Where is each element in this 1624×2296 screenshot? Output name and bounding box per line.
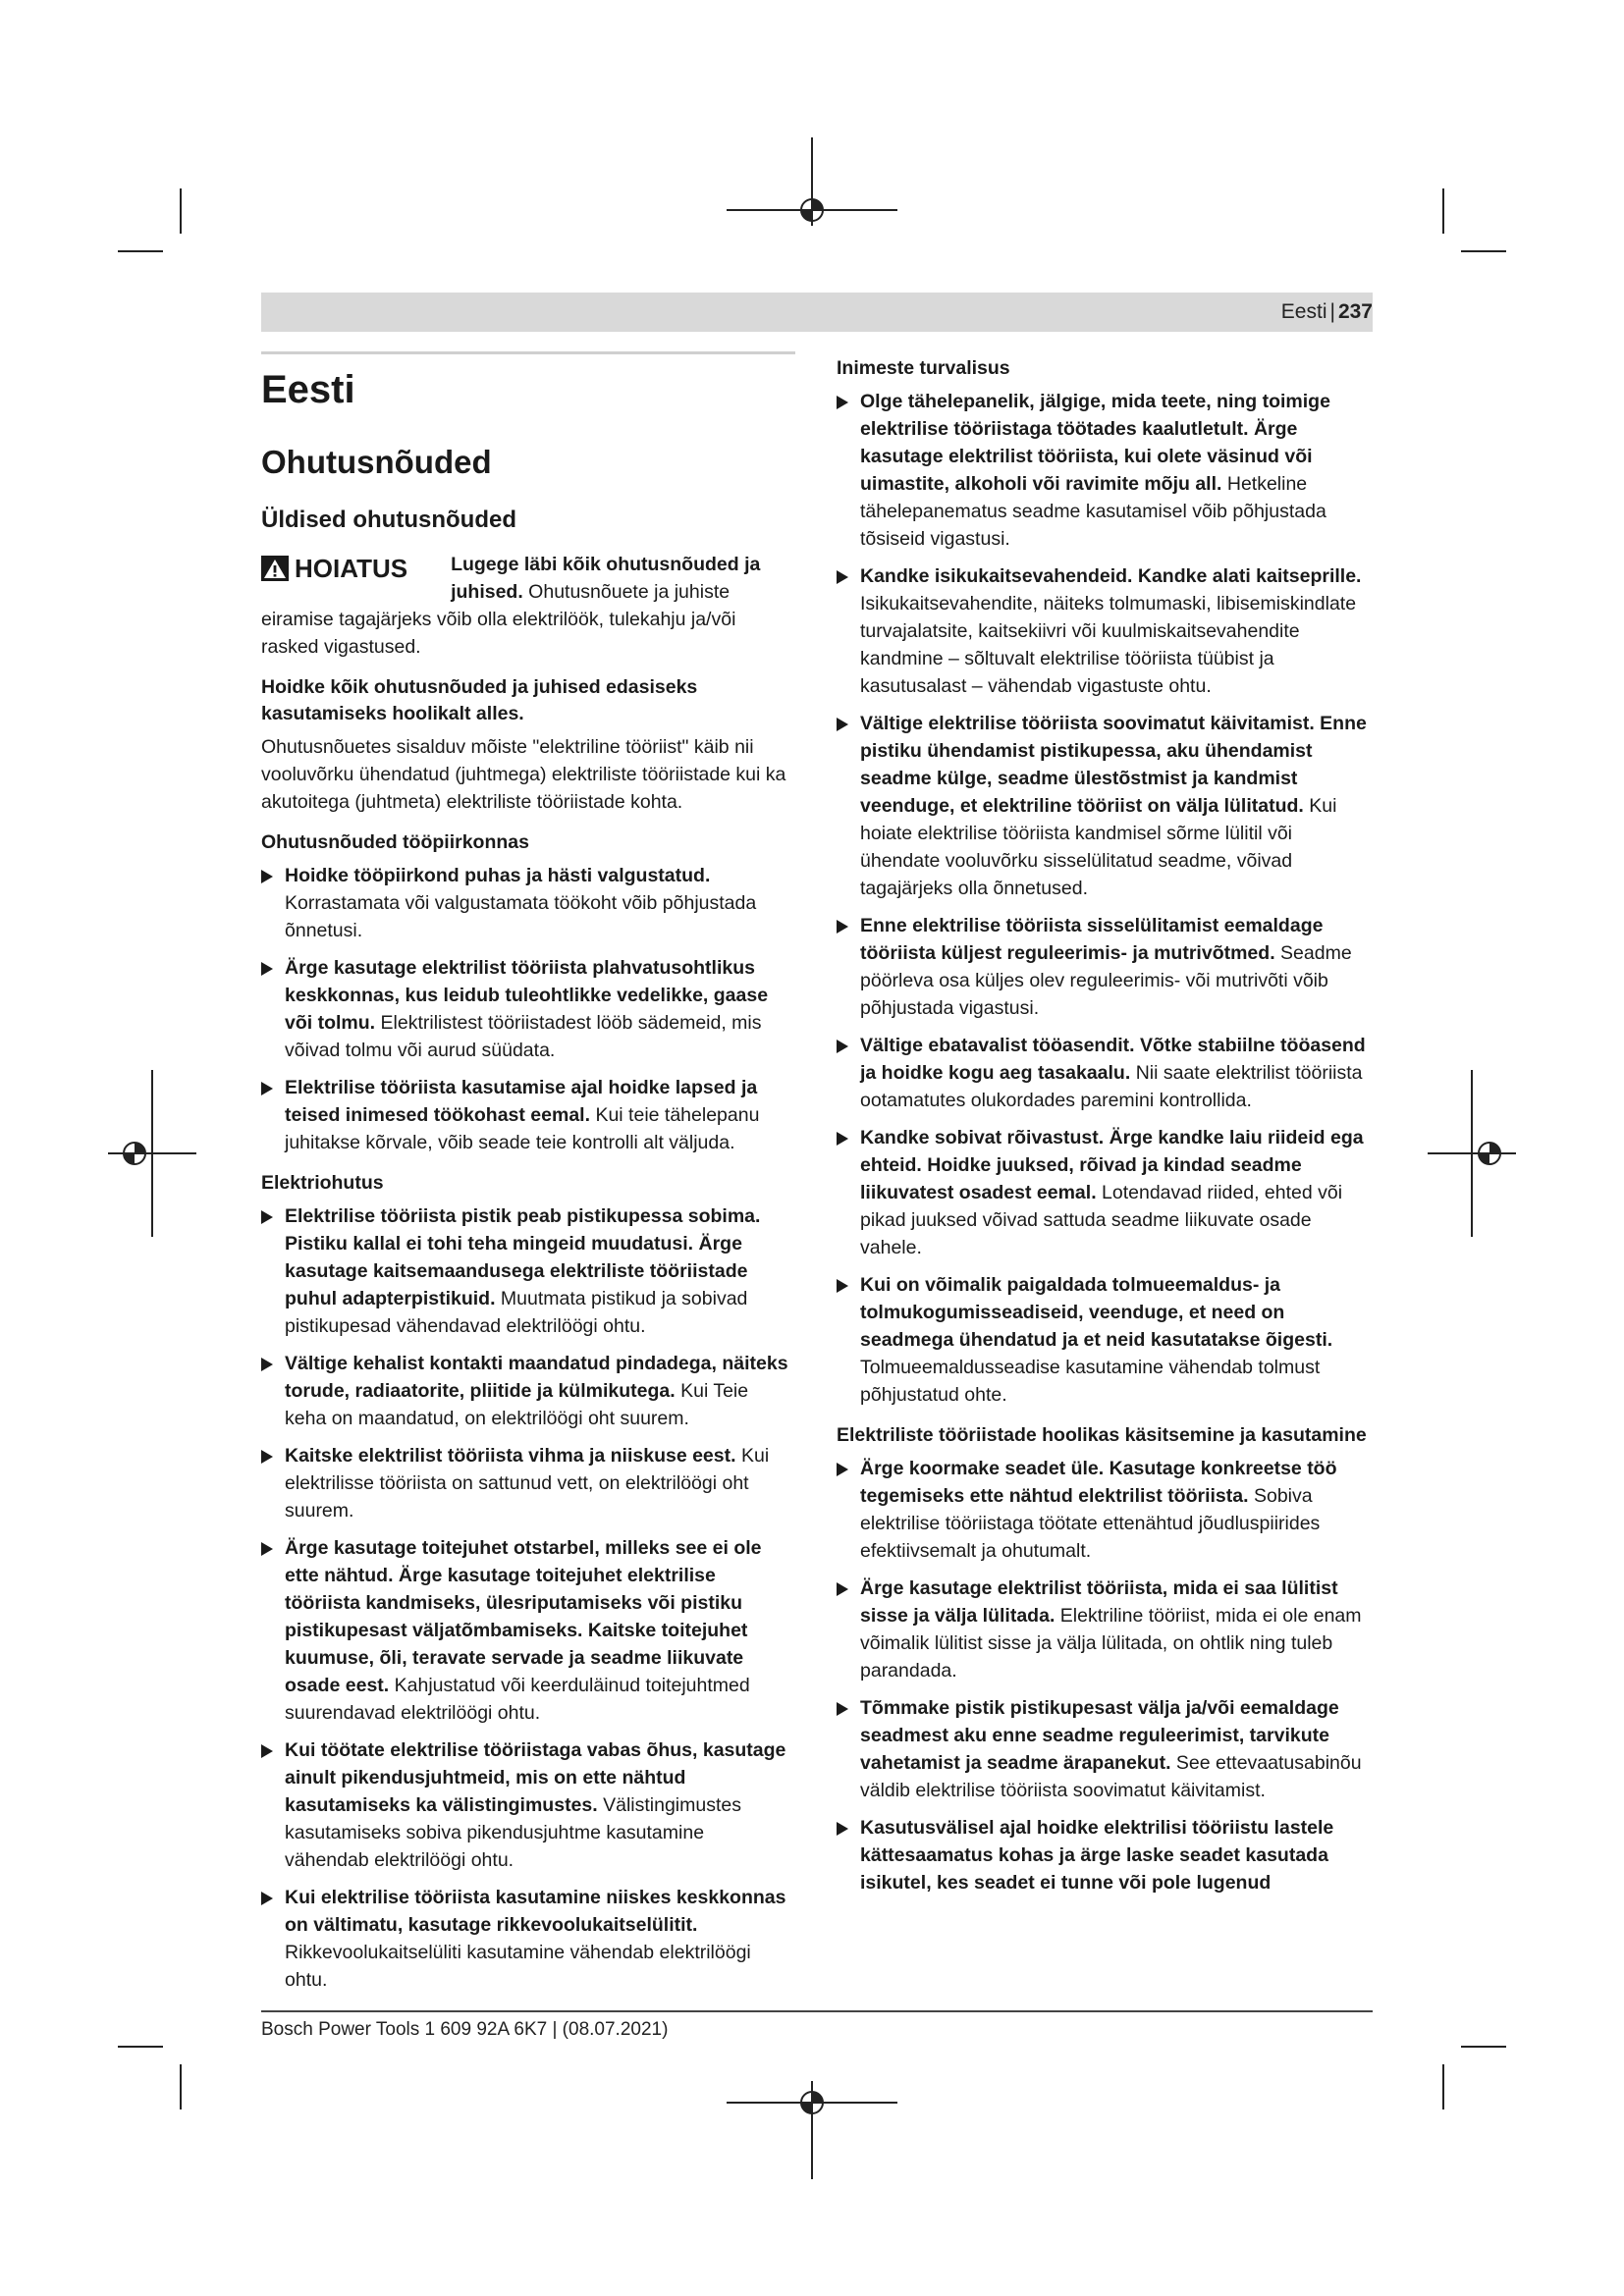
bullet-arrow-icon bbox=[261, 1358, 273, 1371]
crop-mark bbox=[180, 188, 182, 234]
list-item: Kandke sobivat rõivastust. Ärge kandke laiu riideid ega ehteid. Hoidke juuksed, rõivad ja kindad seadme liikuvatest osadest eemal. Lotendavad riided, ehted või pikad juuksed võivad sattuda seadme liikuvate osade vahele. bbox=[837, 1124, 1373, 1261]
bullet-arrow-icon bbox=[261, 870, 273, 883]
list-item: Kui töötate elektrilise tööriistaga vabas õhus, kasutage ainult pikendusjuhtmeid, mis on ette nähtud kasutamiseks ka välistingimustes. Välistingimustes kasutamiseks sobiva pikendusjuhtme kasutamine vähendab elektrilöögi ohtu. bbox=[261, 1736, 791, 1874]
list-item: Enne elektrilise tööriista sisselülitamist eemaldage tööriista küljest reguleerimis- ja mutrivõtmed. Seadme pöörleva osa küljes olev reguleerimis- või mutrivõti võib põhjustada vigastusi. bbox=[837, 912, 1373, 1022]
bullet-arrow-icon bbox=[261, 1542, 273, 1556]
warning-badge bbox=[261, 555, 407, 582]
list-item: Kaitske elektrilist tööriista vihma ja niiskuse eest. Kui elektrilisse tööriista on sattunud vett, on elektrilöögi oht suurem. bbox=[261, 1442, 791, 1524]
crop-mark bbox=[1442, 2064, 1444, 2109]
registration-mark-icon bbox=[727, 2081, 897, 2179]
personal-safety-heading: Inimeste turvalisus bbox=[837, 357, 1010, 379]
bullet-arrow-icon bbox=[261, 1450, 273, 1464]
list-item: Vältige ebatavalist tööasendit. Võtke stabiilne tööasend ja hoidke kogu aeg tasakaalu. Nii saate elektrilist tööriista ootamatutes olukordades paremini kontrollida. bbox=[837, 1032, 1373, 1114]
list-item: Kui elektrilise tööriista kasutamine niiskes keskkonnas on vältimatu, kasutage rikkevoolukaitselülitit. Rikkevoolukaitselüliti kasutamine vähendab elektrilöögi ohtu. bbox=[261, 1884, 791, 1994]
bullet-arrow-icon bbox=[837, 1463, 848, 1476]
crop-mark bbox=[1461, 250, 1506, 252]
crop-mark bbox=[118, 250, 163, 252]
crop-mark bbox=[1442, 188, 1444, 234]
sub-heading: Üldised ohutusnõuded bbox=[261, 507, 516, 533]
list-item: Kandke isikukaitsevahendeid. Kandke alati kaitseprille. Isikukaitsevahendite, näiteks tolmumaski, libisemiskindlate turvajalatsite, kaitsekiivri või kuulmiskaitsevahendite kandmine – sõltuvalt elektrilise tööriista tüübist ja kasutusalast – vähendab vigastuste ohtu. bbox=[837, 562, 1373, 700]
registration-mark-icon bbox=[108, 1070, 196, 1237]
warning-triangle-icon bbox=[261, 556, 289, 581]
right-column bbox=[837, 355, 1373, 1910]
bullet-arrow-icon bbox=[837, 396, 848, 409]
language-heading: Eesti bbox=[261, 368, 355, 411]
list-item: Elektrilise tööriista pistik peab pistikupessa sobima. Pistiku kallal ei tohi teha mingeid muudatusi. Ärge kasutage kaitsemaandusega elektriliste tööriistade puhul adapterpistikuid. Muutmata pistikud ja sobivad pistikupesad vähendavad elektrilöögi ohtu. bbox=[261, 1202, 791, 1340]
bullet-arrow-icon bbox=[837, 1702, 848, 1716]
list-item: Olge tähelepanelik, jälgige, mida teete, ning toimige elektrilise tööriistaga töötades kaalutletult. Ärge kasutage elektrilist tööriista, kui olete väsinud või uimastite, alkoholi või ravimite mõju all. Hetkeline tähelepanematus seadme kasutamisel võib põhjustada tõsiseid vigastusi. bbox=[837, 388, 1373, 553]
warning-label: HOIATUS bbox=[295, 554, 408, 583]
tool-use-list bbox=[837, 1455, 1373, 1896]
personal-safety-list bbox=[837, 388, 1373, 1409]
bullet-arrow-icon bbox=[837, 570, 848, 584]
bullet-arrow-icon bbox=[837, 920, 848, 934]
bullet-arrow-icon bbox=[837, 1822, 848, 1836]
keep-instructions-heading: Hoidke kõik ohutusnõuded ja juhised edasiseks kasutamiseks hoolikalt alles. bbox=[261, 676, 698, 724]
left-column bbox=[261, 351, 791, 2007]
crop-mark bbox=[180, 2064, 182, 2109]
list-item: Ärge kasutage elektrilist tööriista, mida ei saa lülitist sisse ja välja lülitada. Elektriline tööriist, mida ei ole enam võimalik lülitist sisse ja välja lülitada, on ohtlik ning tuleb parandada. bbox=[837, 1575, 1373, 1684]
list-item: Elektrilise tööriista kasutamise ajal hoidke lapsed ja teised inimesed töökohast eemal. Kui teie tähelepanu juhitakse kõrvale, võib seade teie kontrolli alt väljuda. bbox=[261, 1074, 791, 1156]
list-item: Tõmmake pistik pistikupesast välja ja/või eemaldage seadmest aku enne seadme reguleerimist, tarvikute vahetamist ja seadme ärapanekut. See ettevaatusabinõu väldib elektrilise tööriista soovimatut käivitamist. bbox=[837, 1694, 1373, 1804]
definition-paragraph: Ohutusnõuetes sisalduv mõiste "elektriline tööriist" käib nii vooluvõrku ühendatud (juhtmega) elektriliste tööriistade kui ka akutoitega (juhtmeta) elektriliste tööriistade kohta. bbox=[261, 736, 786, 813]
list-item: Hoidke tööpiirkond puhas ja hästi valgustatud. Korrastamata või valgustamata töökoht võib põhjustada õnnetusi. bbox=[261, 862, 791, 944]
work-area-heading: Ohutusnõuded tööpiirkonnas bbox=[261, 831, 529, 853]
registration-mark-icon bbox=[1428, 1070, 1516, 1237]
list-item: Ärge koormake seadet üle. Kasutage konkreetse töö tegemiseks ette nähtud elektrilist tööriista. Sobiva elektrilise tööriistaga töötate ettenähtud jõudluspiirides efektiivsemalt ja ohutumalt. bbox=[837, 1455, 1373, 1565]
warning-body-text: Ohutusnõuete ja juhiste eiramise tagajärjeks võib olla elektrilöök, tulekahju ja/või rasked vigastused. bbox=[261, 581, 736, 658]
list-item: Ärge kasutage toitejuhet otstarbel, milleks see ei ole ette nähtud. Ärge kasutage toitejuhet elektrilise tööriista kandmiseks, ülesriputamiseks või pistiku pistikupesast väljatõmbamiseks. Kaitske toitejuhet kuumuse, õli, teravate servade ja seadme liikuvate osade eest. Kahjustatud või keerduläinud toitejuhtmed suurendavad elektrilöögi ohtu. bbox=[261, 1534, 791, 1727]
bullet-arrow-icon bbox=[261, 1082, 273, 1095]
crop-mark bbox=[118, 2046, 163, 2048]
section-heading: Ohutusnõuded bbox=[261, 444, 492, 480]
list-item: Ärge kasutage elektrilist tööriista plahvatusohtlikus keskkonnas, kus leidub tuleohtlikke vedelikke, gaase või tolmu. Elektrilistest tööriistadest lööb sädemeid, mis võivad tolmu või aurud süüdata. bbox=[261, 954, 791, 1064]
warning-block bbox=[261, 551, 791, 661]
bullet-arrow-icon bbox=[261, 1744, 273, 1758]
list-item: Kui on võimalik paigaldada tolmueemaldus- ja tolmukogumisseadiseid, veenduge, et need on seadmega ühendatud ja et neid kasutatakse õigesti. Tolmueemaldusseadise kasutamine vähendab tolmust põhjustatud ohte. bbox=[837, 1271, 1373, 1409]
page-number: 237 bbox=[1337, 300, 1373, 323]
registration-mark-icon bbox=[727, 137, 897, 226]
bullet-arrow-icon bbox=[837, 1279, 848, 1293]
list-item: Kasutusvälisel ajal hoidke elektrilisi tööriistu lastele kättesaamatus kohas ja ärge laske seadet kasutada isikutel, kes seadet ei tunne või pole lugenud bbox=[837, 1814, 1373, 1896]
electrical-safety-heading: Elektriohutus bbox=[261, 1172, 384, 1194]
bullet-arrow-icon bbox=[837, 1040, 848, 1053]
list-item: Vältige kehalist kontakti maandatud pindadega, näiteks torude, radiaatorite, pliitide ja külmikutega. Kui Teie keha on maandatud, on elektrilöögi oht suurem. bbox=[261, 1350, 791, 1432]
bullet-arrow-icon bbox=[837, 1582, 848, 1596]
bullet-arrow-icon bbox=[261, 1210, 273, 1224]
warning-bold-text: Lugege läbi kõik ohutusnõuded ja juhised. bbox=[451, 554, 761, 603]
bullet-arrow-icon bbox=[837, 1132, 848, 1146]
work-area-list bbox=[261, 862, 791, 1156]
running-head: Eesti | 237 bbox=[1280, 300, 1373, 323]
list-item: Vältige elektrilise tööriista soovimatut käivitamist. Enne pistiku ühendamist pistikupessa, aku ühendamist seadme külge, seadme ülestõstmist ja kandmist veenduge, et elektriline tööriist on välja lülitatud. Kui hoiate elektrilise tööriista kandmisel sõrme lülitil või ühendate vooluvõrku sisselülitatud seadme, võivad tagajärjeks olla õnnetused. bbox=[837, 710, 1373, 902]
crop-mark bbox=[1461, 2046, 1506, 2048]
bullet-arrow-icon bbox=[261, 962, 273, 976]
tool-use-heading: Elektriliste tööriistade hoolikas käsitsemine ja kasutamine bbox=[837, 1424, 1367, 1446]
bullet-arrow-icon bbox=[837, 718, 848, 731]
running-head-language: Eesti bbox=[1280, 300, 1327, 323]
electrical-safety-list bbox=[261, 1202, 791, 1994]
footer-rule bbox=[261, 2010, 1373, 2012]
footer-text: Bosch Power Tools 1 609 92A 6K7 | (08.07.2021) bbox=[261, 2019, 669, 2040]
header-band bbox=[261, 293, 1373, 332]
bullet-arrow-icon bbox=[261, 1892, 273, 1905]
column-rule bbox=[261, 351, 795, 354]
